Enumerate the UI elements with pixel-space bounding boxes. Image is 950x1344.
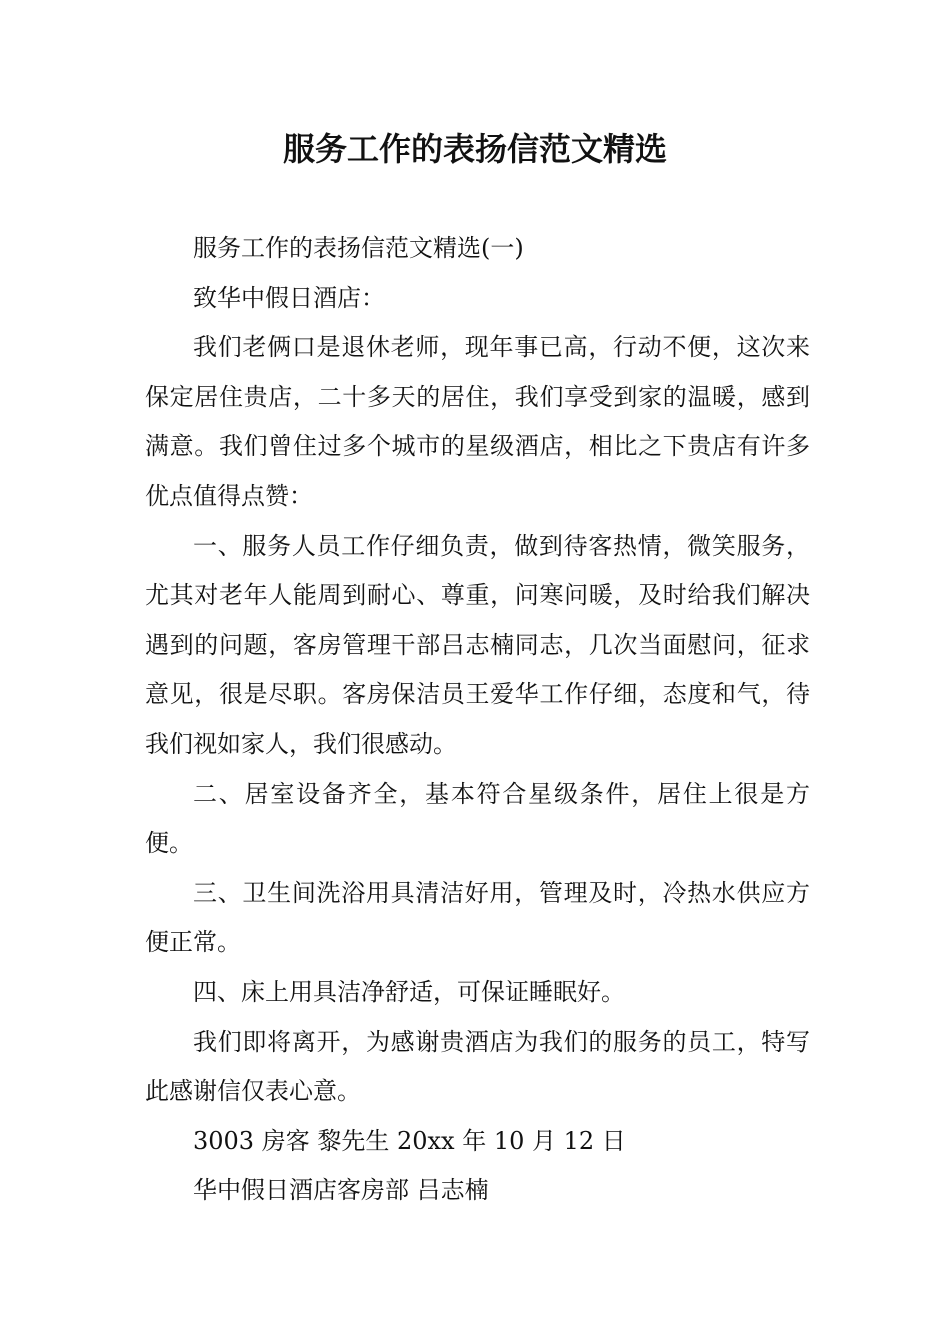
paragraph-point-three: 三、卫生间洗浴用具清洁好用，管理及时，冷热水供应方便正常。: [145, 878, 810, 957]
paragraph-closing: 我们即将离开，为感谢贵酒店为我们的服务的员工，特写此感谢信仅表心意。: [145, 1027, 810, 1106]
document-body: [145, 224, 810, 1216]
paragraph-point-one: 一、服务人员工作仔细负责，做到待客热情，微笑服务，尤其对老年人能周到耐心、尊重，问寒问暖，及时给我们解决遇到的问题，客房管理干部吕志楠同志，几次当面慰问，征求意见，很是尽职。客房保洁员王爱华工作仔细，态度和气，待我们视如家人，我们很感动。: [145, 531, 810, 758]
paragraph-point-two: 二、居室设备齐全，基本符合星级条件，居住上很是方便。: [145, 779, 810, 858]
paragraph-salutation: 致华中假日酒店：: [193, 283, 385, 312]
paragraph-subtitle: 服务工作的表扬信范文精选(一): [193, 234, 524, 262]
paragraph-intro: 我们老俩口是退休老师，现年事已高，行动不便，这次来保定居住贵店，二十多天的居住，我们享受到家的温暖，感到满意。我们曾住过多个城市的星级酒店，相比之下贵店有许多优点值得点赞：: [145, 333, 810, 510]
paragraph-point-four: 四、床上用具洁净舒适，可保证睡眠好。: [193, 977, 625, 1006]
document-title: 服务工作的表扬信范文精选: [282, 130, 667, 168]
paragraph-signature: 3003 房客 黎先生 20xx 年 10 月 12 日: [193, 1126, 626, 1155]
paragraph-department: 华中假日酒店客房部 吕志楠: [193, 1176, 489, 1205]
